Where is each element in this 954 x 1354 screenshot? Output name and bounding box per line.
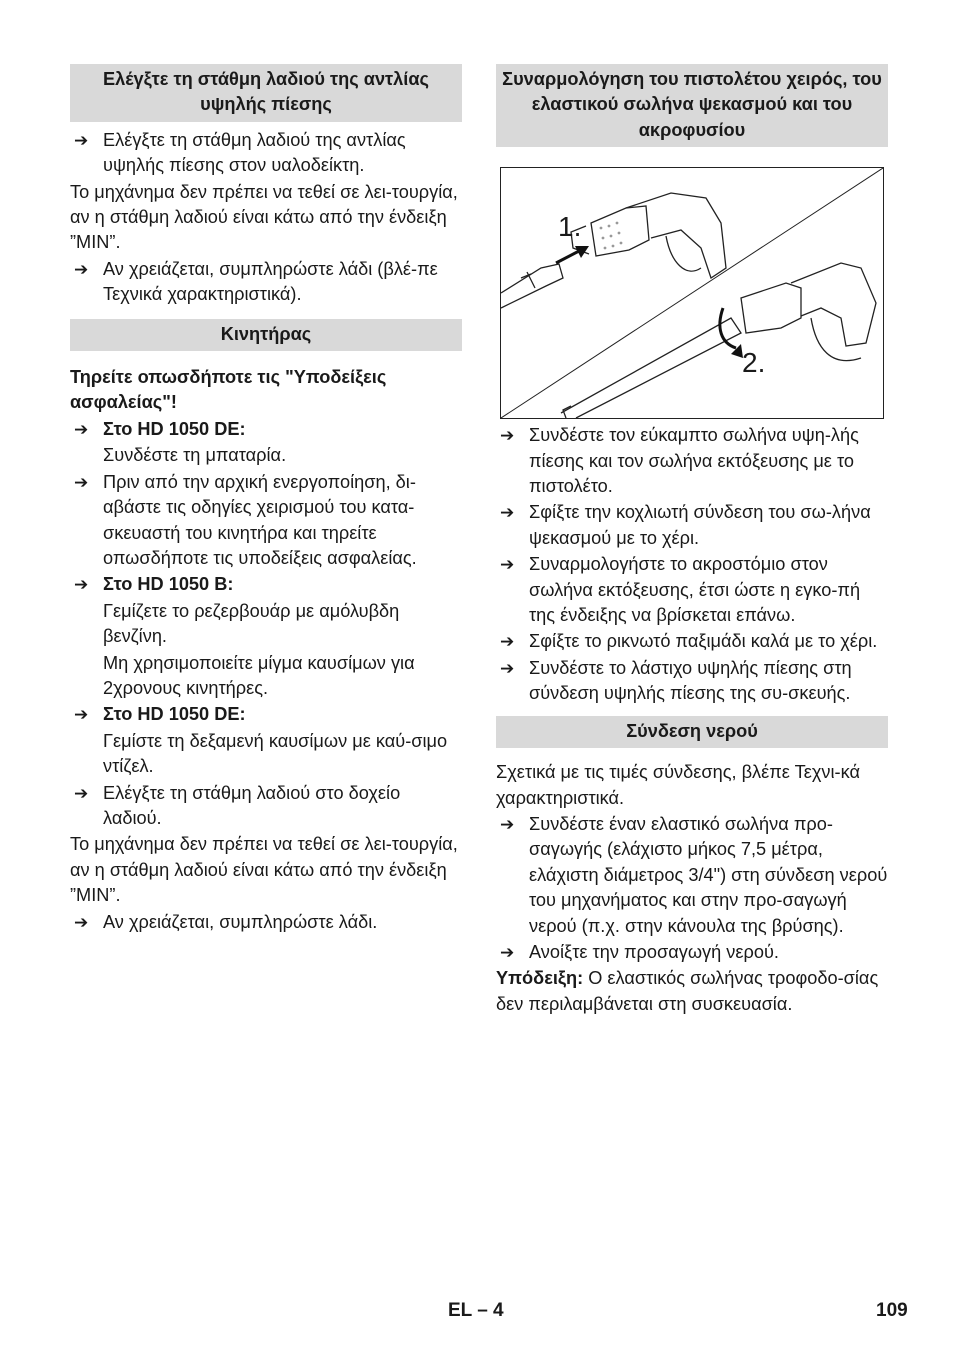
list-item: ➔ Ελέγξτε τη στάθμη λαδιού της αντλίας υψηλής πίεσης στον υαλοδείκτη. (74, 129, 406, 176)
arrow-right-icon: ➔ (500, 503, 515, 523)
spray-gun-illustration (501, 168, 883, 418)
section-header-engine: Κινητήρας (70, 319, 462, 351)
list-item: ➔ Στο HD 1050 DE: (70, 417, 462, 442)
list-item: ➔ Σφίξτε την κοχλιωτή σύνδεση του σω-λήνα ψεκασμού με το χέρι. (500, 502, 871, 548)
arrow-right-icon: ➔ (500, 942, 515, 962)
list-item: ➔ Συναρμολογήστε το ακροστόμιο στον σωλήνα εκτόξευσης, έτσι ώστε η εγκο-πή της ένδειξης να βρίσκεται επάνω. (500, 554, 861, 626)
list-item: ➔ Πριν από την αρχική ενεργοποίηση, δι-αβάστε τις οδηγίες χειρισμού του κατα-σκευαστή του κινητήρα και τηρείτε οπωσδήποτε τις υποδείξεις ασφαλείας. (74, 471, 417, 568)
arrow-right-icon: ➔ (74, 130, 89, 150)
arrow-right-icon: ➔ (74, 472, 89, 492)
arrow-right-icon: ➔ (74, 575, 89, 595)
arrow-right-icon: ➔ (500, 632, 515, 652)
footer-language-page: EL – 4 (448, 1300, 504, 1321)
list-item: ➔ Συνδέστε έναν ελαστικό σωλήνα προ-σαγωγής (ελάχιστο μήκος 7,5 μέτρα, ελάχιστη διάμετρος 3/4") στη σύνδεση νερού του μηχανήματος και στην προ-σαγωγή νερού (π.χ. στην κάνουλα της βρύσης). (500, 813, 888, 936)
list-item: ➔ Αν χρειάζεται, συμπληρώστε λάδι (βλέ-πε Τεχνικά χαρακτηριστικά). (74, 258, 438, 305)
section-header-water-connection: Σύνδεση νερού (496, 716, 888, 748)
list-item: ➔ Στο HD 1050 DE: (70, 702, 462, 727)
arrow-right-icon: ➔ (500, 555, 515, 575)
list-item: ➔ Συνδέστε το λάστιχο υψηλής πίεσης στη σύνδεση υψηλής πίεσης της συ-σκευής. (500, 657, 852, 704)
paragraph: Το μηχάνημα δεν πρέπει να τεθεί σε λει-τουργία, αν η στάθμη λαδιού είναι κάτω από την ένδειξη ”MIN”. (70, 181, 458, 253)
arrow-right-icon: ➔ (74, 259, 89, 279)
right-column (496, 64, 888, 1018)
arrow-right-icon: ➔ (74, 419, 89, 439)
spray-gun-assembly-figure (500, 167, 884, 419)
note-paragraph (496, 966, 888, 1017)
left-column (70, 64, 462, 936)
arrow-right-icon: ➔ (74, 705, 89, 725)
list-subtext: Γεμίστε τη δεξαμενή καυσίμων με καύ-σιμο ντίζελ. (103, 730, 448, 777)
step-number-2: 2. (742, 347, 766, 379)
list-item: ➔ Συνδέστε τον εύκαμπτο σωλήνα υψη-λής πίεσης και τον σωλήνα εκτόξευσης με το πιστολέτο. (500, 425, 859, 497)
safety-note: Τηρείτε οπωσδήποτε τις "Υποδείξεις ασφαλείας"! (70, 367, 387, 413)
paragraph: Σχετικά με τις τιμές σύνδεσης, βλέπε Τεχνι-κά χαρακτηριστικά. (496, 762, 860, 808)
note-label: Υπόδειξη: (496, 968, 584, 989)
step-number-1: 1. (558, 211, 582, 243)
list-subtext: Γεμίζετε το ρεζερβουάρ με αμόλυβδη βενζίνη. (103, 600, 400, 647)
list-item: ➔ Ανοίξτε την προσαγωγή νερού. (496, 940, 888, 965)
page-number: 109 (876, 1300, 908, 1321)
list-subtext: Συνδέστε τη μπαταρία. (103, 445, 287, 466)
list-item: ➔ Ελέγξτε τη στάθμη λαδιού στο δοχείο λαδιού. (74, 782, 401, 828)
section-header-oil-level: Ελέγξτε τη στάθμη λαδιού της αντλίας υψηλής πίεσης (70, 64, 462, 122)
arrow-right-icon: ➔ (500, 658, 515, 678)
arrow-right-icon: ➔ (74, 783, 89, 803)
paragraph: Το μηχάνημα δεν πρέπει να τεθεί σε λει-τουργία, αν η στάθμη λαδιού είναι κάτω από την ένδειξη ”MIN”. (70, 834, 458, 906)
note-text: Ο ελαστικός σωλήνας τροφοδο-σίας δεν περιλαμβάνεται στη συσκευασία. (496, 968, 879, 1014)
list-item: ➔ Αν χρειάζεται, συμπληρώστε λάδι. (70, 910, 462, 935)
list-item: ➔ Στο HD 1050 B: (70, 572, 462, 597)
list-item: ➔ Σφίξτε το ρικνωτό παξιμάδι καλά με το χέρι. (496, 629, 888, 654)
arrow-right-icon: ➔ (500, 426, 515, 446)
section-header-assembly: Συναρμολόγηση του πιστολέτου χειρός, του ελαστικού σωλήνα ψεκασμού και του ακροφυσίου (496, 64, 888, 147)
arrow-right-icon: ➔ (500, 814, 515, 834)
arrow-right-icon: ➔ (74, 912, 89, 932)
list-subtext: Μη χρησιμοποιείτε μίγμα καυσίμων για 2χρονους κινητήρες. (103, 652, 415, 698)
